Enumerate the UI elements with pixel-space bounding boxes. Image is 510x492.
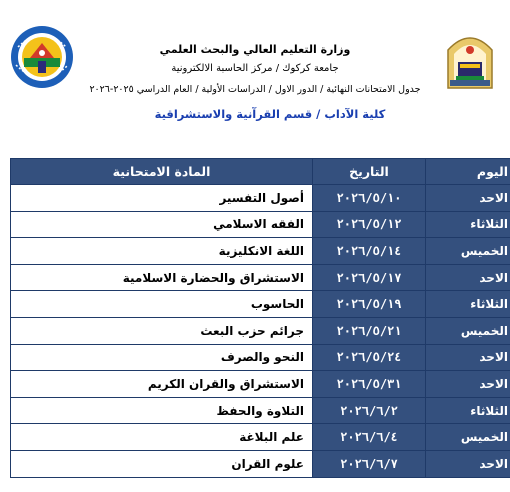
date-cell: ٢٠٢٦/٦/٤ — [313, 424, 426, 451]
university-seal-icon — [10, 25, 74, 89]
date-cell: ٢٠٢٦/٥/٢٤ — [313, 344, 426, 371]
table-row — [11, 291, 510, 318]
date-cell: ٢٠٢٦/٥/١٠ — [313, 185, 426, 212]
column-header-day: اليوم — [426, 159, 510, 185]
subject-cell: علم البلاغة — [11, 424, 313, 451]
date-cell: ٢٠٢٦/٥/١٤ — [313, 238, 426, 265]
day-cell: الخميس — [426, 424, 510, 451]
day-cell: الثلاثاء — [426, 291, 510, 318]
document-header — [0, 0, 510, 135]
date-cell: ٢٠٢٦/٥/١٢ — [313, 211, 426, 238]
table-row — [11, 397, 510, 424]
date-cell: ٢٠٢٦/٥/٢١ — [313, 317, 426, 344]
subject-cell: الاستشراق والقران الكريم — [11, 371, 313, 398]
subject-cell: الاستشراق والحضارة الاسلامية — [11, 264, 313, 291]
table-header-row — [11, 159, 510, 185]
subject-cell: التلاوة والحفظ — [11, 397, 313, 424]
college-building-logo-icon — [444, 28, 496, 90]
table-row — [11, 344, 510, 371]
day-cell: الثلاثاء — [426, 211, 510, 238]
subject-cell: الحاسوب — [11, 291, 313, 318]
column-header-subject: المادة الامتحانية — [11, 159, 313, 185]
date-cell: ٢٠٢٦/٦/٢ — [313, 397, 426, 424]
subject-cell: أصول التفسير — [11, 185, 313, 212]
table-row — [11, 211, 510, 238]
day-cell: الاحد — [426, 450, 510, 477]
day-cell: الاحد — [426, 371, 510, 398]
subject-cell: النحو والصرف — [11, 344, 313, 371]
subject-cell: علوم القران — [11, 450, 313, 477]
date-cell: ٢٠٢٦/٥/١٩ — [313, 291, 426, 318]
subject-cell: جرائم حزب البعث — [11, 317, 313, 344]
subject-cell: اللغة الانكليزية — [11, 238, 313, 265]
table-row — [11, 238, 510, 265]
day-cell: الخميس — [426, 238, 510, 265]
subject-cell: الفقه الاسلامي — [11, 211, 313, 238]
college-department: كلية الآداب / قسم القرآنية والاستشراقية — [154, 107, 386, 121]
table-row — [11, 264, 510, 291]
table-row — [11, 424, 510, 451]
schedule-title: جدول الامتحانات النهائية / الدور الاول / الدراسات الأولية / العام الدراسي ٢٠٢٥-٢٠٢٦ — [89, 84, 421, 95]
day-cell: الثلاثاء — [426, 397, 510, 424]
day-cell: الاحد — [426, 264, 510, 291]
table-row — [11, 450, 510, 477]
table-row — [11, 371, 510, 398]
day-cell: الخميس — [426, 317, 510, 344]
exam-schedule-table — [10, 158, 510, 478]
university-name: جامعة كركوك / مركز الحاسبة الالكترونية — [171, 63, 339, 74]
table-row — [11, 185, 510, 212]
day-cell: الاحد — [426, 185, 510, 212]
column-header-date: التاريخ — [313, 159, 426, 185]
date-cell: ٢٠٢٦/٥/٣١ — [313, 371, 426, 398]
table-row — [11, 317, 510, 344]
ministry-name: وزارة التعليم العالي والبحث العلمي — [159, 43, 351, 56]
day-cell: الاحد — [426, 344, 510, 371]
date-cell: ٢٠٢٦/٦/٧ — [313, 450, 426, 477]
date-cell: ٢٠٢٦/٥/١٧ — [313, 264, 426, 291]
